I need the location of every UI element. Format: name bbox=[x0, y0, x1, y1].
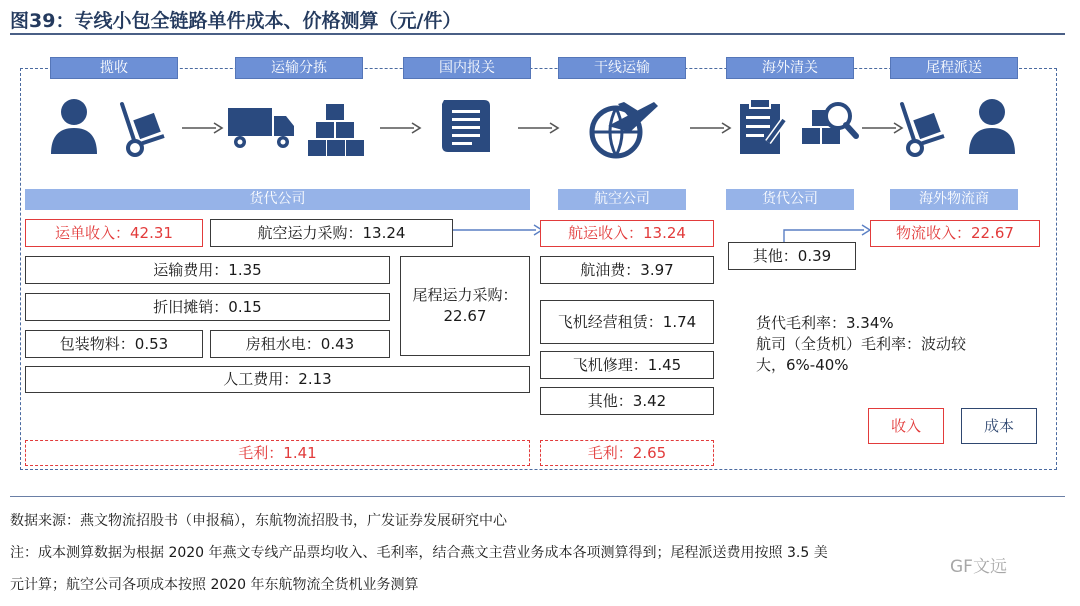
arrow-1 bbox=[180, 118, 224, 138]
band-airline: 航空公司 bbox=[558, 189, 686, 210]
document-icon bbox=[438, 96, 494, 158]
cost-forwarder-other: 其他：0.39 bbox=[728, 242, 856, 270]
revenue-air-freight: 航运收入：13.24 bbox=[540, 220, 714, 247]
cost-last-mile-purchase: 尾程运力采购：22.67 bbox=[400, 256, 530, 356]
cost-rent-utilities: 房租水电：0.43 bbox=[210, 330, 390, 358]
watermark: GF文远 bbox=[950, 557, 1007, 577]
magnifier-boxes-icon bbox=[800, 96, 860, 156]
clipboard-icon bbox=[736, 96, 788, 156]
step-collect: 揽收 bbox=[50, 57, 178, 79]
person-icon-2 bbox=[966, 96, 1018, 156]
cost-transport: 运输费用：1.35 bbox=[25, 256, 390, 284]
step-domestic-customs: 国内报关 bbox=[403, 57, 531, 79]
footnote-line-2: 元计算；航空公司各项成本按照 2020 年东航物流全货机业务测算 bbox=[10, 577, 419, 593]
cost-aircraft-lease: 飞机经营租赁：1.74 bbox=[540, 300, 714, 344]
cost-fuel: 航油费：3.97 bbox=[540, 256, 714, 284]
boxes-icon bbox=[308, 100, 364, 156]
band-overseas-logistics: 海外物流商 bbox=[890, 189, 1018, 210]
cost-airline-other: 其他：3.42 bbox=[540, 387, 714, 415]
revenue-logistics: 物流收入：22.67 bbox=[870, 220, 1040, 247]
person-icon bbox=[48, 96, 100, 156]
cost-labor: 人工费用：2.13 bbox=[25, 366, 530, 393]
airplane-globe-icon bbox=[584, 96, 660, 160]
legend-cost: 成本 bbox=[961, 408, 1037, 444]
footer-rule bbox=[10, 496, 1065, 497]
step-transport-sort: 运输分拣 bbox=[235, 57, 363, 79]
source-note: 数据来源：燕文物流招股书（申报稿），东航物流招股书，广发证券发展研究中心 bbox=[10, 513, 507, 529]
hand-truck-icon-2 bbox=[898, 98, 948, 158]
arrow-3 bbox=[516, 118, 560, 138]
step-overseas-customs: 海外清关 bbox=[726, 57, 854, 79]
step-last-mile: 尾程派送 bbox=[890, 57, 1018, 79]
note-airline-margin-range: 大，6%-40% bbox=[756, 356, 849, 374]
cost-packaging: 包装物料：0.53 bbox=[25, 330, 203, 358]
note-forwarder-margin: 货代毛利率：3.34% bbox=[756, 314, 894, 332]
margin-notes bbox=[756, 313, 1046, 376]
gross-profit-forwarder: 毛利：1.41 bbox=[25, 440, 530, 466]
hand-truck-icon bbox=[118, 98, 168, 158]
note-airline-margin: 航司（全货机）毛利率：波动较 bbox=[756, 335, 967, 353]
cost-depreciation: 折旧摊销：0.15 bbox=[25, 293, 390, 321]
arrow-2 bbox=[378, 118, 422, 138]
cost-aircraft-repair: 飞机修理：1.45 bbox=[540, 351, 714, 379]
revenue-waybill: 运单收入：42.31 bbox=[25, 219, 203, 247]
figure-title: 图39：专线小包全链路单件成本、价格测算（元/件） bbox=[10, 10, 462, 32]
step-trunk-transport: 干线运输 bbox=[558, 57, 686, 79]
title-rule bbox=[10, 33, 1065, 35]
cost-air-purchase: 航空运力采购：13.24 bbox=[210, 219, 453, 247]
gross-profit-airline: 毛利：2.65 bbox=[540, 440, 714, 466]
footnote-line-1: 注：成本测算数据为根据 2020 年燕文专线产品票均收入、毛利率，结合燕文主营业务成本各项测算得到；尾程派送费用按照 3.5 美 bbox=[10, 545, 828, 561]
band-forwarder-2: 货代公司 bbox=[726, 189, 854, 210]
arrow-4 bbox=[688, 118, 732, 138]
connector-air-purchase bbox=[450, 218, 550, 238]
truck-icon bbox=[226, 102, 296, 152]
legend-revenue: 收入 bbox=[868, 408, 944, 444]
band-freight-forwarder: 货代公司 bbox=[25, 189, 530, 210]
